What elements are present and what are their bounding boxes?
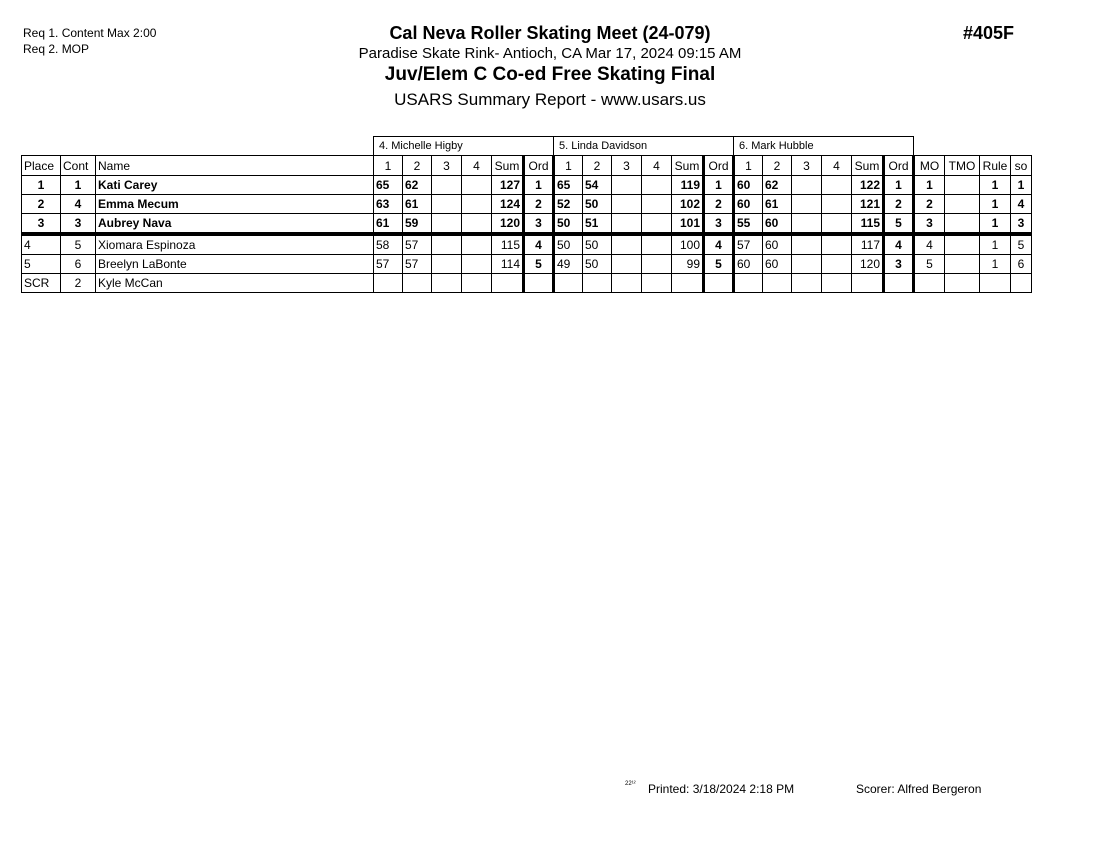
ordinal-cell: 4	[884, 234, 914, 255]
place-cell: SCR	[22, 274, 61, 293]
score-cell	[432, 214, 462, 235]
score-cell: 60	[734, 176, 763, 195]
results-table	[21, 136, 1032, 293]
result-row	[22, 255, 1032, 274]
event-number: #405F	[963, 23, 1015, 43]
score-cell: 52	[554, 195, 583, 214]
rule-cell: 1	[980, 214, 1011, 235]
col-score-1: 1	[554, 156, 583, 176]
sum-cell: 117	[852, 234, 884, 255]
score-cell: 62	[763, 176, 792, 195]
score-cell: 58	[374, 234, 403, 255]
score-cell	[432, 176, 462, 195]
col-score-4: 4	[462, 156, 492, 176]
mo-cell: 4	[914, 234, 945, 255]
ordinal-cell: 1	[704, 176, 734, 195]
score-cell	[612, 214, 642, 235]
col-name: Name	[96, 156, 374, 176]
so-cell: 5	[1011, 234, 1032, 255]
column-header-row	[22, 156, 1032, 176]
requirement-2: Req 2. MOP	[23, 42, 90, 56]
score-cell	[822, 176, 852, 195]
score-cell: 51	[583, 214, 612, 235]
score-cell	[612, 234, 642, 255]
cont-cell: 3	[61, 214, 96, 235]
score-cell: 65	[374, 176, 403, 195]
score-cell	[822, 234, 852, 255]
score-cell: 57	[374, 255, 403, 274]
cont-cell: 5	[61, 234, 96, 255]
score-cell	[374, 274, 403, 293]
score-cell	[642, 274, 672, 293]
score-cell	[792, 176, 822, 195]
col-cont: Cont	[61, 156, 96, 176]
place-cell: 2	[22, 195, 61, 214]
score-cell	[432, 195, 462, 214]
skater-name: Aubrey Nava	[96, 214, 374, 235]
skater-name: Xiomara Espinoza	[96, 234, 374, 255]
sum-cell	[852, 274, 884, 293]
result-row	[22, 234, 1032, 255]
score-cell	[763, 274, 792, 293]
tmo-cell	[945, 234, 980, 255]
col-sum: Sum	[672, 156, 704, 176]
sum-cell: 115	[492, 234, 524, 255]
score-cell	[432, 234, 462, 255]
place-cell: 1	[22, 176, 61, 195]
meet-location-date: Paradise Skate Rink- Antioch, CA Mar 17, 2024 09:15 AM	[358, 45, 742, 62]
col-score-2: 2	[763, 156, 792, 176]
sum-cell: 122	[852, 176, 884, 195]
score-cell: 60	[763, 214, 792, 235]
score-cell: 57	[403, 234, 432, 255]
sum-cell	[672, 274, 704, 293]
result-row	[22, 214, 1032, 235]
col-rule: Rule	[980, 156, 1011, 176]
score-cell	[432, 255, 462, 274]
event-name: Juv/Elem C Co-ed Free Skating Final	[384, 64, 716, 85]
sum-cell: 115	[852, 214, 884, 235]
sum-cell: 102	[672, 195, 704, 214]
requirement-1: Req 1. Content Max 2:00	[23, 26, 157, 40]
tmo-cell	[945, 195, 980, 214]
sum-cell: 120	[492, 214, 524, 235]
score-cell: 62	[403, 176, 432, 195]
result-row	[22, 274, 1032, 293]
sum-cell: 119	[672, 176, 704, 195]
skater-name: Kati Carey	[96, 176, 374, 195]
mo-cell: 3	[914, 214, 945, 235]
score-cell	[734, 274, 763, 293]
scorer-name: Scorer: Alfred Bergeron	[856, 782, 982, 796]
so-cell: 3	[1011, 214, 1032, 235]
ordinal-cell: 2	[704, 195, 734, 214]
score-cell: 61	[763, 195, 792, 214]
score-cell: 57	[403, 255, 432, 274]
score-cell: 50	[554, 234, 583, 255]
score-cell: 59	[403, 214, 432, 235]
score-cell	[612, 255, 642, 274]
score-cell	[612, 274, 642, 293]
judge-name: 4. Michelle Higby	[374, 137, 554, 156]
ordinal-cell: 2	[524, 195, 554, 214]
so-cell: 1	[1011, 176, 1032, 195]
judge-header-row	[22, 137, 1032, 156]
ordinal-cell	[704, 274, 734, 293]
score-cell: 60	[734, 195, 763, 214]
score-cell	[642, 195, 672, 214]
score-cell: 49	[554, 255, 583, 274]
cont-cell: 4	[61, 195, 96, 214]
so-cell: 6	[1011, 255, 1032, 274]
col-sum: Sum	[492, 156, 524, 176]
col-score-2: 2	[403, 156, 432, 176]
score-cell	[432, 274, 462, 293]
score-cell: 50	[583, 195, 612, 214]
cont-cell: 1	[61, 176, 96, 195]
score-cell: 55	[734, 214, 763, 235]
ordinal-cell: 3	[524, 214, 554, 235]
score-cell: 65	[554, 176, 583, 195]
rule-cell: 1	[980, 195, 1011, 214]
col-score-1: 1	[734, 156, 763, 176]
ordinal-cell: 4	[704, 234, 734, 255]
score-cell	[462, 176, 492, 195]
score-cell	[792, 234, 822, 255]
mo-cell	[914, 274, 945, 293]
sum-cell: 100	[672, 234, 704, 255]
skater-name: Breelyn LaBonte	[96, 255, 374, 274]
col-score-3: 3	[612, 156, 642, 176]
ordinal-cell: 5	[884, 214, 914, 235]
mo-cell: 5	[914, 255, 945, 274]
score-cell: 60	[763, 255, 792, 274]
rule-cell: 1	[980, 176, 1011, 195]
skater-name: Emma Mecum	[96, 195, 374, 214]
score-cell	[612, 176, 642, 195]
score-cell	[792, 214, 822, 235]
ordinal-cell: 2	[884, 195, 914, 214]
score-cell	[462, 234, 492, 255]
tmo-cell	[945, 214, 980, 235]
sum-cell: 127	[492, 176, 524, 195]
col-ord: Ord	[884, 156, 914, 176]
sum-cell: 114	[492, 255, 524, 274]
result-row	[22, 176, 1032, 195]
judge-name: 6. Mark Hubble	[734, 137, 914, 156]
rule-cell	[980, 274, 1011, 293]
printed-timestamp: Printed: 3/18/2024 2:18 PM	[648, 782, 795, 796]
score-cell	[792, 274, 822, 293]
place-cell: 5	[22, 255, 61, 274]
mo-cell: 1	[914, 176, 945, 195]
judge-name: 5. Linda Davidson	[554, 137, 734, 156]
footer-mark: 22¹²	[625, 781, 636, 787]
ordinal-cell: 5	[524, 255, 554, 274]
tmo-cell	[945, 176, 980, 195]
ordinal-cell: 3	[884, 255, 914, 274]
score-cell: 61	[374, 214, 403, 235]
result-row	[22, 195, 1032, 214]
sum-cell: 99	[672, 255, 704, 274]
score-cell	[583, 274, 612, 293]
col-ord: Ord	[524, 156, 554, 176]
col-sum: Sum	[852, 156, 884, 176]
cont-cell: 6	[61, 255, 96, 274]
sum-cell: 121	[852, 195, 884, 214]
tmo-cell	[945, 255, 980, 274]
score-cell	[612, 195, 642, 214]
score-cell	[792, 195, 822, 214]
score-cell	[792, 255, 822, 274]
score-cell: 57	[734, 234, 763, 255]
score-cell: 54	[583, 176, 612, 195]
col-place: Place	[22, 156, 61, 176]
col-ord: Ord	[704, 156, 734, 176]
sum-cell: 124	[492, 195, 524, 214]
col-mo: MO	[914, 156, 945, 176]
tmo-cell	[945, 274, 980, 293]
ordinal-cell: 1	[884, 176, 914, 195]
col-tmo: TMO	[945, 156, 980, 176]
score-cell	[642, 176, 672, 195]
col-score-4: 4	[822, 156, 852, 176]
ordinal-cell: 1	[524, 176, 554, 195]
place-cell: 3	[22, 214, 61, 235]
ordinal-cell	[524, 274, 554, 293]
so-cell: 4	[1011, 195, 1032, 214]
rule-cell: 1	[980, 234, 1011, 255]
score-cell	[822, 195, 852, 214]
col-score-3: 3	[432, 156, 462, 176]
score-cell	[642, 255, 672, 274]
score-cell: 60	[763, 234, 792, 255]
score-cell	[822, 274, 852, 293]
mo-cell: 2	[914, 195, 945, 214]
score-cell	[462, 195, 492, 214]
place-cell: 4	[22, 234, 61, 255]
col-score-4: 4	[642, 156, 672, 176]
score-cell	[822, 255, 852, 274]
score-cell	[822, 214, 852, 235]
score-cell	[462, 214, 492, 235]
score-cell: 61	[403, 195, 432, 214]
score-cell	[554, 274, 583, 293]
ordinal-cell: 5	[704, 255, 734, 274]
score-cell	[642, 214, 672, 235]
so-cell	[1011, 274, 1032, 293]
col-score-1: 1	[374, 156, 403, 176]
meet-title: Cal Neva Roller Skating Meet (24-079)	[389, 23, 711, 43]
score-cell	[462, 274, 492, 293]
score-cell: 50	[554, 214, 583, 235]
col-score-3: 3	[792, 156, 822, 176]
score-cell: 50	[583, 255, 612, 274]
sum-cell	[492, 274, 524, 293]
score-cell	[642, 234, 672, 255]
report-type: USARS Summary Report - www.usars.us	[394, 90, 706, 109]
score-cell: 50	[583, 234, 612, 255]
cont-cell: 2	[61, 274, 96, 293]
skater-name: Kyle McCan	[96, 274, 374, 293]
sum-cell: 101	[672, 214, 704, 235]
ordinal-cell: 4	[524, 234, 554, 255]
ordinal-cell: 3	[704, 214, 734, 235]
rule-cell: 1	[980, 255, 1011, 274]
col-so: so	[1011, 156, 1032, 176]
ordinal-cell	[884, 274, 914, 293]
score-cell	[403, 274, 432, 293]
col-score-2: 2	[583, 156, 612, 176]
sum-cell: 120	[852, 255, 884, 274]
score-cell: 60	[734, 255, 763, 274]
score-cell: 63	[374, 195, 403, 214]
score-cell	[462, 255, 492, 274]
